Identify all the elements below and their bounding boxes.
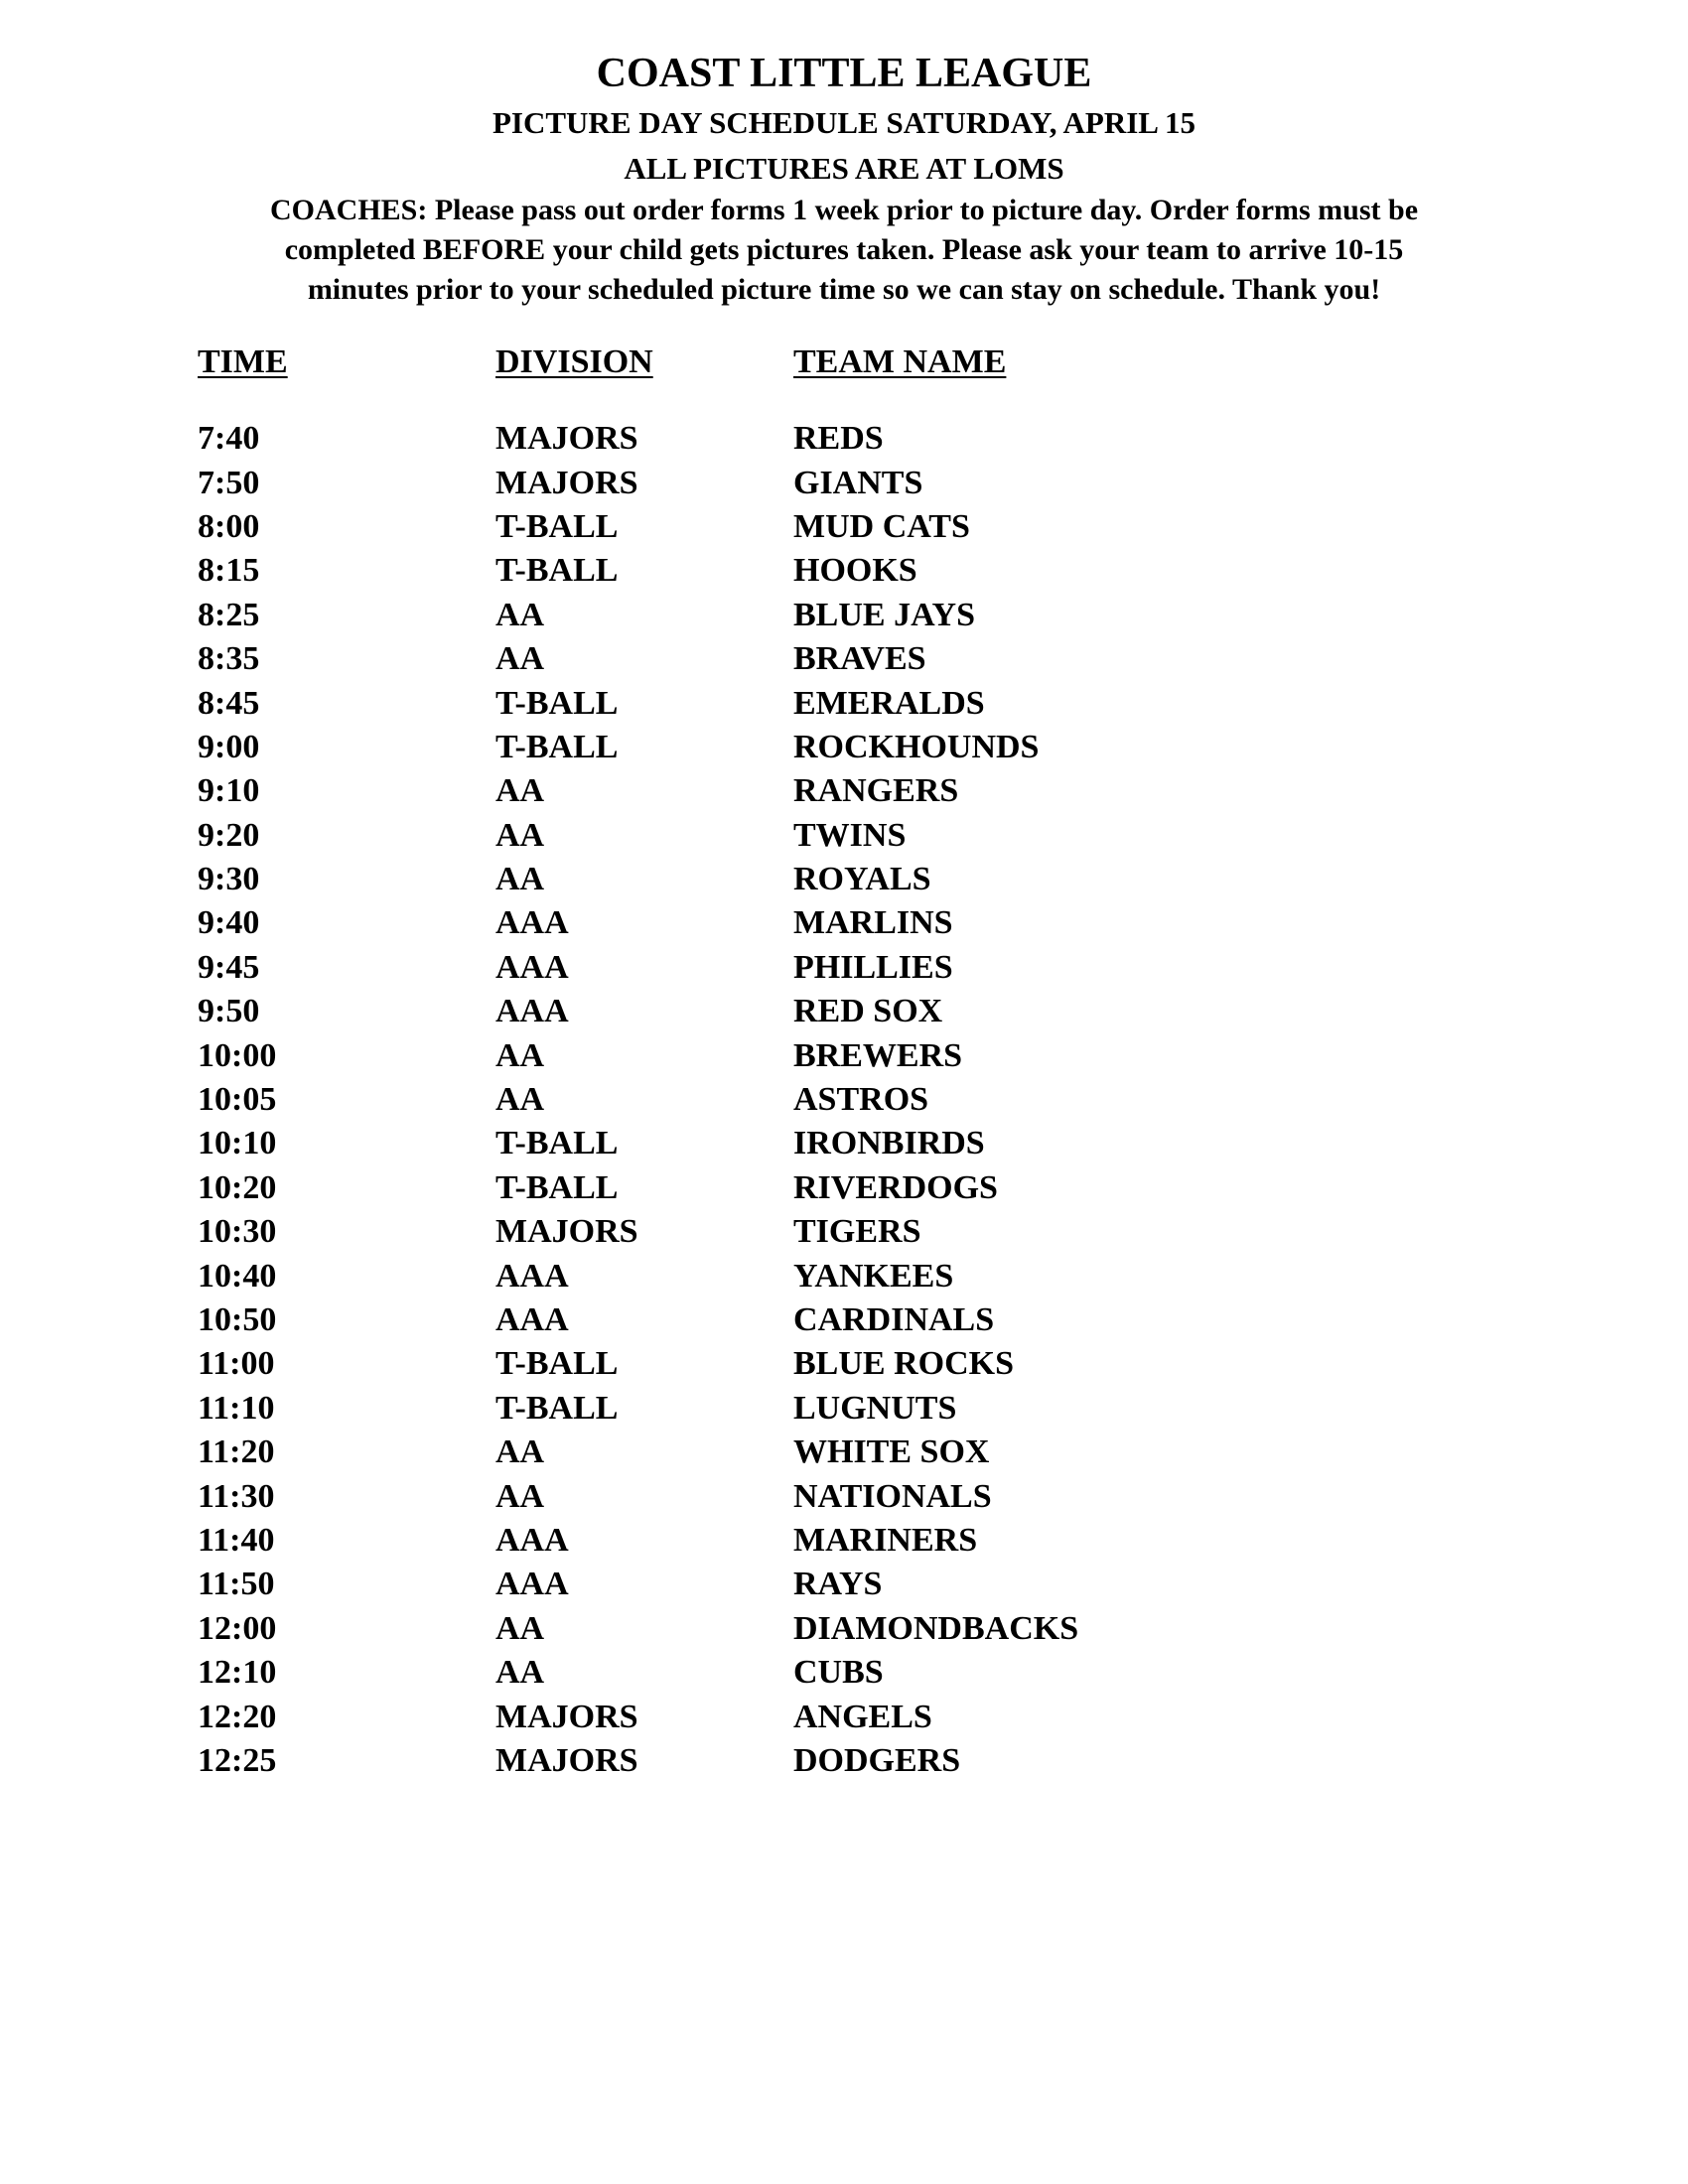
time-cell: 8:00 (198, 507, 260, 545)
time-cell: 9:45 (198, 948, 260, 986)
team-cell: MUD CATS (793, 507, 970, 545)
division-cell: MAJORS (495, 1741, 638, 1779)
team-cell: TIGERS (793, 1213, 921, 1251)
team-cell: YANKEES (793, 1257, 954, 1295)
division-cell: MAJORS (495, 420, 638, 458)
team-cell: MARLINS (793, 904, 953, 942)
table-row (198, 726, 1290, 769)
time-cell: 9:10 (198, 772, 260, 810)
division-cell: AAA (495, 993, 569, 1030)
table-row (198, 417, 1290, 461)
table-row (198, 505, 1290, 549)
table-row (198, 1651, 1290, 1695)
time-cell: 10:30 (198, 1213, 277, 1251)
table-row (198, 901, 1290, 945)
team-cell: PHILLIES (793, 948, 953, 986)
division-cell: T-BALL (495, 1168, 619, 1206)
table-row (198, 1431, 1290, 1474)
time-cell: 10:40 (198, 1257, 277, 1295)
team-cell: DODGERS (793, 1741, 961, 1779)
table-row (198, 1519, 1290, 1563)
time-cell: 11:00 (198, 1345, 275, 1383)
time-cell: 11:10 (198, 1389, 275, 1427)
time-cell: 11:40 (198, 1521, 275, 1559)
division-cell: AA (495, 861, 545, 898)
time-cell: 11:30 (198, 1477, 275, 1515)
team-cell: RED SOX (793, 993, 943, 1030)
instructions-line: minutes prior to your scheduled picture time so we can stay on schedule. Thank you! (307, 273, 1381, 306)
table-row (198, 990, 1290, 1033)
document-header (0, 46, 1688, 310)
time-cell: 12:10 (198, 1654, 277, 1692)
table-row (198, 1254, 1290, 1297)
time-cell: 12:00 (198, 1609, 277, 1647)
table-row (198, 814, 1290, 858)
team-cell: GIANTS (793, 464, 923, 501)
table-row (198, 461, 1290, 504)
table-row (198, 769, 1290, 813)
team-cell: DIAMONDBACKS (793, 1609, 1079, 1647)
team-cell: LUGNUTS (793, 1389, 957, 1427)
team-cell: RANGERS (793, 772, 959, 810)
time-cell: 8:15 (198, 552, 260, 590)
division-cell: AA (495, 1081, 545, 1119)
table-row (198, 1342, 1290, 1386)
time-cell: 9:50 (198, 993, 260, 1030)
division-cell: AAA (495, 1566, 569, 1603)
time-cell: 8:45 (198, 684, 260, 722)
team-cell: NATIONALS (793, 1477, 992, 1515)
division-cell: T-BALL (495, 1345, 619, 1383)
time-cell: 12:25 (198, 1741, 277, 1779)
division-cell: AAA (495, 1521, 569, 1559)
division-cell: T-BALL (495, 552, 619, 590)
team-cell: IRONBIRDS (793, 1125, 985, 1162)
team-cell: ROCKHOUNDS (793, 728, 1040, 765)
team-cell: CUBS (793, 1654, 884, 1692)
division-cell: AA (495, 1477, 545, 1515)
team-cell: ANGELS (793, 1698, 932, 1735)
time-cell: 12:20 (198, 1698, 277, 1735)
division-cell: AAA (495, 948, 569, 986)
team-cell: CARDINALS (793, 1301, 995, 1338)
column-header-team: TEAM NAME (793, 343, 1007, 380)
team-cell: TWINS (793, 816, 907, 854)
table-row (198, 1033, 1290, 1077)
time-cell: 8:25 (198, 596, 260, 633)
team-cell: ASTROS (793, 1081, 929, 1119)
time-cell: 7:50 (198, 464, 260, 501)
table-row (198, 1563, 1290, 1606)
division-cell: T-BALL (495, 1389, 619, 1427)
team-cell: HOOKS (793, 552, 917, 590)
time-cell: 11:20 (198, 1433, 275, 1471)
table-row (198, 1474, 1290, 1518)
division-cell: MAJORS (495, 1698, 638, 1735)
schedule-table (198, 338, 1290, 1783)
team-cell: BLUE ROCKS (793, 1345, 1014, 1383)
team-cell: RAYS (793, 1566, 883, 1603)
team-cell: BRAVES (793, 640, 926, 678)
table-row (198, 858, 1290, 901)
division-cell: AA (495, 640, 545, 678)
coach-instructions (179, 191, 1509, 310)
time-cell: 9:00 (198, 728, 260, 765)
time-cell: 8:35 (198, 640, 260, 678)
team-cell: WHITE SOX (793, 1433, 990, 1471)
column-header-division: DIVISION (495, 343, 653, 380)
team-cell: MARINERS (793, 1521, 978, 1559)
page-title: COAST LITTLE LEAGUE (596, 51, 1092, 96)
division-cell: AA (495, 1433, 545, 1471)
table-row (198, 1298, 1290, 1342)
table-row (198, 1166, 1290, 1210)
table-row (198, 1078, 1290, 1122)
table-row (198, 637, 1290, 681)
division-cell: T-BALL (495, 684, 619, 722)
division-cell: AAA (495, 1257, 569, 1295)
division-cell: T-BALL (495, 728, 619, 765)
table-row (198, 1122, 1290, 1165)
table-row (198, 594, 1290, 637)
division-cell: AA (495, 816, 545, 854)
table-row (198, 1695, 1290, 1738)
division-cell: AA (495, 1036, 545, 1074)
time-cell: 9:20 (198, 816, 260, 854)
time-cell: 10:50 (198, 1301, 277, 1338)
location-line: ALL PICTURES ARE AT LOMS (624, 151, 1064, 186)
division-cell: MAJORS (495, 1213, 638, 1251)
column-header-time: TIME (198, 343, 288, 380)
time-cell: 11:50 (198, 1566, 275, 1603)
time-cell: 7:40 (198, 420, 260, 458)
table-row (198, 946, 1290, 990)
time-cell: 10:20 (198, 1168, 277, 1206)
team-cell: BLUE JAYS (793, 596, 975, 633)
instructions-line: completed BEFORE your child gets pictures taken. Please ask your team to arrive 10-15 (284, 233, 1404, 266)
time-cell: 10:05 (198, 1081, 277, 1119)
time-cell: 10:00 (198, 1036, 277, 1074)
table-row (198, 549, 1290, 593)
time-cell: 9:30 (198, 861, 260, 898)
page-subtitle: PICTURE DAY SCHEDULE SATURDAY, APRIL 15 (492, 105, 1196, 140)
division-cell: AA (495, 772, 545, 810)
table-row (198, 1210, 1290, 1254)
division-cell: AA (495, 1609, 545, 1647)
division-cell: MAJORS (495, 464, 638, 501)
table-row (198, 1607, 1290, 1651)
time-cell: 10:10 (198, 1125, 277, 1162)
division-cell: AAA (495, 904, 569, 942)
time-cell: 9:40 (198, 904, 260, 942)
team-cell: ROYALS (793, 861, 931, 898)
division-cell: AAA (495, 1301, 569, 1338)
division-cell: T-BALL (495, 1125, 619, 1162)
division-cell: T-BALL (495, 507, 619, 545)
division-cell: AA (495, 1654, 545, 1692)
table-row (198, 1739, 1290, 1783)
instructions-line: COACHES: Please pass out order forms 1 week prior to picture day. Order forms must be (269, 194, 1419, 226)
team-cell: EMERALDS (793, 684, 985, 722)
table-row (198, 681, 1290, 725)
team-cell: BREWERS (793, 1036, 963, 1074)
schedule-rows (198, 417, 1290, 1783)
table-header-row (198, 338, 1290, 387)
team-cell: REDS (793, 420, 884, 458)
table-row (198, 1387, 1290, 1431)
division-cell: AA (495, 596, 545, 633)
team-cell: RIVERDOGS (793, 1168, 998, 1206)
